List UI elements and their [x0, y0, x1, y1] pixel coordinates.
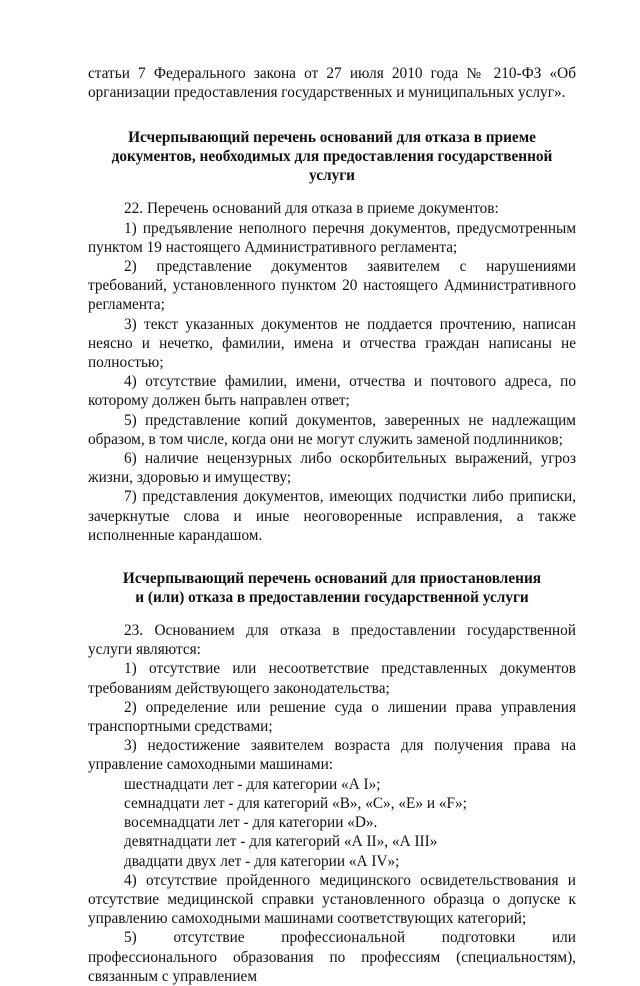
- heading-line: документов, необходимых для предоставления государственной услуги: [111, 148, 553, 185]
- age-requirement: шестнадцати лет - для категории «А I»;: [124, 775, 381, 793]
- heading-line: Исчерпывающий перечень оснований для отказа в приеме: [128, 129, 536, 147]
- age-requirement: восемнадцати лет - для категории «D».: [124, 814, 378, 832]
- age-requirement: двадцати двух лет - для категории «А IV»;: [124, 852, 400, 870]
- clause-22-item: 7) представления документов, имеющих подчистки либо приписки, зачеркнутые слова и иные неоговоренные исправления, а также исполненные карандашом.: [88, 488, 576, 544]
- clause-22-item: 6) наличие нецензурных либо оскорбительных выражений, угроз жизни, здоровью и имуществу;: [88, 450, 576, 487]
- clause-23-lead: 23. Основанием для отказа в предоставлении государственной услуги являются:: [88, 622, 576, 659]
- clause-23-item: 3) недостижение заявителем возраста для получения права на управление самоходными машинами:: [88, 737, 576, 774]
- clause-22-item: 3) текст указанных документов не поддается прочтению, написан неясно и нечетко, фамилии, имена и отчества граждан написаны не полностью;: [88, 315, 576, 372]
- clause-23-item: 5) отсутствие профессиональной подготовки или профессионального образования по профессиям (специальностям), связанным с управлением: [88, 929, 576, 985]
- clause-22-item: 1) предъявление неполного перечня документов, предусмотренным пунктом 19 настоящего Административного регламента;: [88, 219, 576, 256]
- document-page: [88, 64, 576, 986]
- intro-paragraph: статьи 7 Федерального закона от 27 июля 2010 года № 210-ФЗ «Об организации предоставления государственных и муниципальных услуг».: [88, 65, 576, 102]
- section-heading-suspension-refusal: [88, 569, 576, 607]
- section-heading-refusal-acceptance: [88, 128, 576, 185]
- clause-22-lead: 22. Перечень оснований для отказа в приеме документов:: [124, 200, 499, 218]
- age-requirement: девятнадцати лет - для категорий «А II», «А III»: [124, 833, 438, 851]
- clause-23-item: 1) отсутствие или несоответствие представленных документов требованиям действующего законодательства;: [88, 660, 576, 697]
- clause-22-item: 2) представление документов заявителем с нарушениями требований, установленного пунктом 20 настоящего Административного регламента;: [88, 258, 576, 314]
- heading-line: и (или) отказа в предоставлении государственной услуги: [135, 589, 529, 607]
- clause-23-item: 4) отсутствие пройденного медицинского освидетельствования и отсутствие медицинской справки установленного образца о допуске к управлению самоходными машинами соответствующих категорий;: [88, 871, 576, 928]
- clause-22-item: 4) отсутствие фамилии, имени, отчества и почтового адреса, по которому должен быть направлен ответ;: [88, 373, 576, 410]
- clause-23-item: 2) определение или решение суда о лишении права управления транспортными средствами;: [88, 698, 576, 736]
- heading-line: Исчерпывающий перечень оснований для приостановления: [122, 570, 542, 588]
- clause-22-item: 5) представление копий документов, заверенных не надлежащим образом, в том числе, когда они не могут служить заменой подлинников;: [88, 411, 576, 448]
- age-requirement: семнадцати лет - для категорий «B», «C», «E» и «F»;: [124, 794, 467, 812]
